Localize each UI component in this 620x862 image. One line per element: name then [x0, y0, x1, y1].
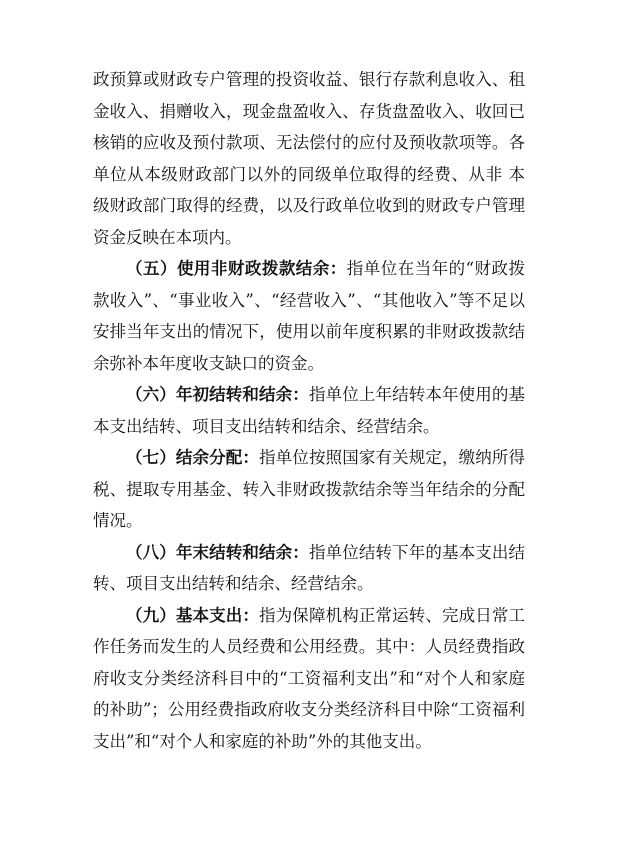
- item-body: 指单位上年结转本年使用的基本支出结转、项目支出结转和结余、经营结余。: [93, 385, 526, 436]
- item-term: （九）基本支出：: [126, 605, 260, 625]
- item-term: （六）年初结转和结余：: [126, 385, 309, 404]
- document-page: [93, 64, 525, 757]
- item-term: （八）年末结转和结余：: [126, 542, 309, 562]
- item-paragraph: [93, 442, 525, 537]
- intro-paragraph: 政预算或财政专户管理的投资收益、银行存款利息收入、租金收入、捐赠收入，现金盘盈收入、存货盘盈收入、收回已核销的应收及预付款项、无法偿付的应付及预收款项等。各单位从本级财政部门以外的同级单位取得的经费、从非 本级财政部门取得的经费，以及行政单位收到的财政专户管理资金反映在本项内。: [93, 70, 525, 247]
- item-term: （五）使用非财政拨款结余：: [126, 259, 347, 278]
- item-paragraph: [93, 379, 525, 442]
- item-body: 指为保障机构正常运转、完成日常工作任务而发生的人员经费和公用经费。其中：人员经费指政府收支分类经济科目中的“工资福利支出”和“对个人和家庭的补助”；公用经费指政府收支分类经济科目中除“工资福利支出”和“对个人和家庭的补助”外的其他支出。: [93, 605, 526, 751]
- item-body: 指单位在当年的“财政拨款收入”、“事业收入”、“经营收入”、“其他收入”等不足以安排当年支出的情况下，使用以前年度积累的非财政拨款结余弥补本年度收支缺口的资金。: [93, 259, 526, 373]
- item-body: 指单位按照国家有关规定，缴纳所得税、提取专用基金、转入非财政拨款结余等当年结余的分配情况。: [93, 448, 526, 530]
- item-paragraph: [93, 600, 525, 758]
- item-paragraph: [93, 253, 525, 379]
- item-body: 指单位结转下年的基本支出结转、项目支出结转和结余、经营结余。: [93, 542, 526, 593]
- item-paragraph: [93, 537, 525, 600]
- item-term: （七）结余分配：: [126, 448, 260, 467]
